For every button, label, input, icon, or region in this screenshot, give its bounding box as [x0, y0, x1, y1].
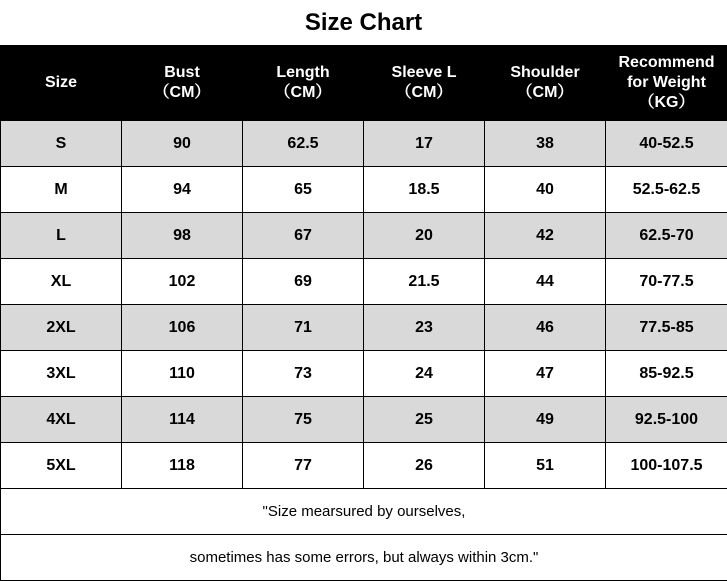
note-line-2: sometimes has some errors, but always within 3cm." [1, 535, 727, 581]
weight-cell: 92.5-100 [606, 397, 727, 443]
size-cell: S [1, 121, 122, 167]
bust-cell: 98 [122, 213, 243, 259]
length-cell: 75 [243, 397, 364, 443]
table-row [1, 397, 727, 443]
size-cell: M [1, 167, 122, 213]
bust-cell: 94 [122, 167, 243, 213]
sleeve-cell: 25 [364, 397, 485, 443]
length-cell: 67 [243, 213, 364, 259]
header-row [1, 46, 727, 121]
weight-cell: 62.5-70 [606, 213, 727, 259]
size-cell: XL [1, 259, 122, 305]
shoulder-cell: 44 [485, 259, 606, 305]
weight-cell: 40-52.5 [606, 121, 727, 167]
size-table [0, 45, 727, 581]
table-body [1, 121, 727, 489]
size-cell: 3XL [1, 351, 122, 397]
bust-cell: 90 [122, 121, 243, 167]
table-row [1, 121, 727, 167]
shoulder-cell: 40 [485, 167, 606, 213]
table-row [1, 351, 727, 397]
shoulder-cell: 49 [485, 397, 606, 443]
header-shoulder: Shoulder （CM） [485, 46, 606, 121]
weight-cell: 100-107.5 [606, 443, 727, 489]
sleeve-cell: 23 [364, 305, 485, 351]
sleeve-cell: 18.5 [364, 167, 485, 213]
size-cell: 2XL [1, 305, 122, 351]
bust-cell: 114 [122, 397, 243, 443]
size-cell: 5XL [1, 443, 122, 489]
weight-cell: 70-77.5 [606, 259, 727, 305]
shoulder-cell: 51 [485, 443, 606, 489]
weight-cell: 85-92.5 [606, 351, 727, 397]
note-line-1: "Size mearsured by ourselves, [1, 489, 727, 535]
weight-cell: 52.5-62.5 [606, 167, 727, 213]
note-row [1, 535, 727, 581]
weight-cell: 77.5-85 [606, 305, 727, 351]
shoulder-cell: 38 [485, 121, 606, 167]
length-cell: 62.5 [243, 121, 364, 167]
shoulder-cell: 47 [485, 351, 606, 397]
table-row [1, 259, 727, 305]
sleeve-cell: 21.5 [364, 259, 485, 305]
length-cell: 69 [243, 259, 364, 305]
chart-title: Size Chart [304, 8, 423, 36]
sleeve-cell: 24 [364, 351, 485, 397]
header-recommend-weight: Recommend for Weight （KG） [606, 46, 727, 121]
bust-cell: 106 [122, 305, 243, 351]
shoulder-cell: 46 [485, 305, 606, 351]
table-row [1, 305, 727, 351]
sleeve-cell: 17 [364, 121, 485, 167]
length-cell: 71 [243, 305, 364, 351]
sleeve-cell: 26 [364, 443, 485, 489]
table-row [1, 167, 727, 213]
size-cell: L [1, 213, 122, 259]
header-size: Size [1, 46, 122, 121]
bust-cell: 110 [122, 351, 243, 397]
length-cell: 65 [243, 167, 364, 213]
table-row [1, 443, 727, 489]
header-bust: Bust （CM） [122, 46, 243, 121]
sleeve-cell: 20 [364, 213, 485, 259]
bust-cell: 102 [122, 259, 243, 305]
shoulder-cell: 42 [485, 213, 606, 259]
length-cell: 77 [243, 443, 364, 489]
bust-cell: 118 [122, 443, 243, 489]
header-sleeve-length: Sleeve L （CM） [364, 46, 485, 121]
size-cell: 4XL [1, 397, 122, 443]
table-row [1, 213, 727, 259]
length-cell: 73 [243, 351, 364, 397]
note-row [1, 489, 727, 535]
header-length: Length （CM） [243, 46, 364, 121]
